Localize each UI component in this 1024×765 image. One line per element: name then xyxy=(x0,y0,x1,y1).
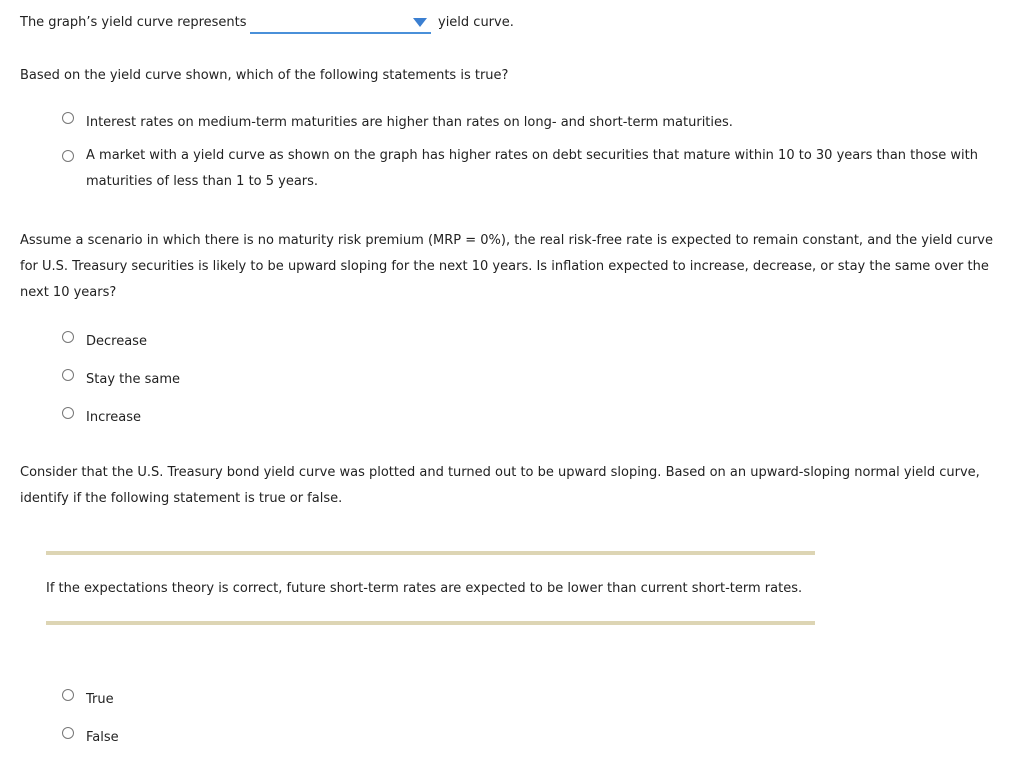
radio-button[interactable] xyxy=(62,150,74,162)
q2-prompt: Based on the yield curve shown, which of the following statements is true? xyxy=(20,68,509,83)
yield-curve-type-dropdown[interactable] xyxy=(250,12,431,34)
statement-bottom-divider xyxy=(46,621,815,625)
statement-top-divider xyxy=(46,551,815,555)
q2-option-1-label: Interest rates on medium-term maturities are higher than rates on long- and short-term maturities. xyxy=(86,115,733,130)
radio-button[interactable] xyxy=(62,112,74,124)
q4-statement: If the expectations theory is correct, future short-term rates are expected to be lower than current short-term rates. xyxy=(46,581,803,596)
q3-prompt: Assume a scenario in which there is no maturity risk premium (MRP = 0%), the real risk-free rate is expected to remain constant, and the yield curve for U.S. Treasury securities is likely to be upward sloping for the next 10 years. Is inflation expected to increase, decrease, or stay the same over the next 10 years? xyxy=(20,233,993,300)
radio-button[interactable] xyxy=(62,369,74,381)
radio-button[interactable] xyxy=(62,689,74,701)
q1-prefix-text: The graph’s yield curve represents xyxy=(20,15,247,30)
q4-prompt: Consider that the U.S. Treasury bond yield curve was plotted and turned out to be upward sloping. Based on an upward-sloping normal yield curve, identify if the following statement is true or false. xyxy=(20,465,980,506)
q3-option-increase-label: Increase xyxy=(86,410,142,425)
q3-option-stay-same-label: Stay the same xyxy=(86,372,181,387)
q4-option-true-label: True xyxy=(86,692,114,707)
radio-button[interactable] xyxy=(62,407,74,419)
chevron-down-icon[interactable] xyxy=(413,18,427,27)
radio-button[interactable] xyxy=(62,331,74,343)
radio-button[interactable] xyxy=(62,727,74,739)
q1-suffix-text: yield curve. xyxy=(438,15,514,30)
q3-option-decrease-label: Decrease xyxy=(86,334,147,349)
q4-option-false-label: False xyxy=(86,730,119,745)
q2-option-2-label: A market with a yield curve as shown on the graph has higher rates on debt securities that mature within 10 to 30 years than those with maturities of less than 1 to 5 years. xyxy=(86,148,978,189)
